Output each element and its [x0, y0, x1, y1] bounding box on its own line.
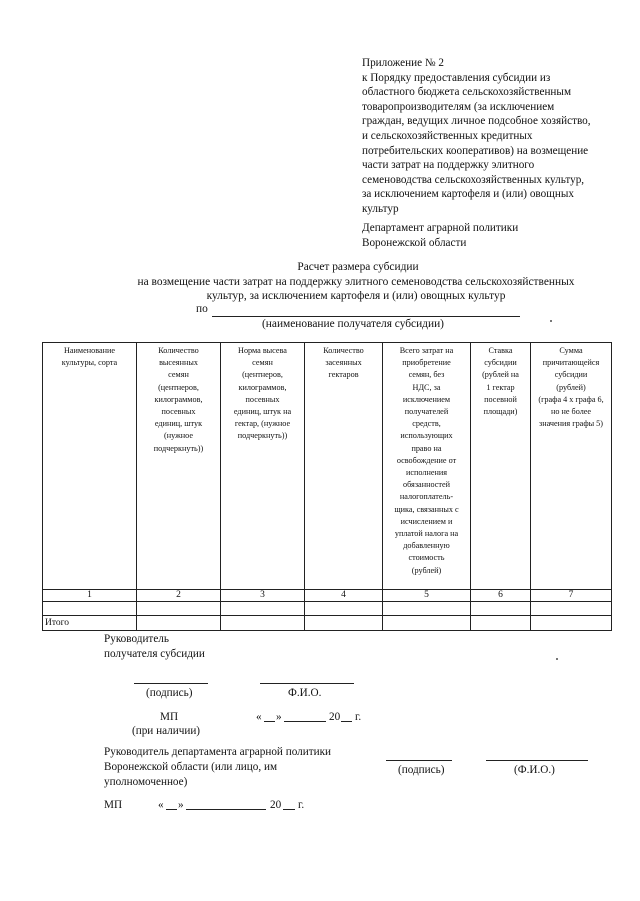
table-cell[interactable]	[137, 616, 221, 631]
date-year-suffix: г.	[355, 711, 362, 723]
document-title-line-3: культур, за исключением картофеля и (или) овощных культур	[206, 290, 506, 302]
table-cell[interactable]	[531, 602, 612, 616]
date-close-quote: »	[276, 711, 282, 723]
po-label: по	[196, 303, 208, 315]
appendix-line: Приложение № 2	[362, 57, 444, 69]
appendix-line: культур	[362, 202, 399, 215]
dept-date-day-line[interactable]	[166, 809, 177, 810]
date-month-line[interactable]	[284, 721, 326, 722]
appendix-line: за исключением картофеля и (или) овощных	[362, 188, 574, 201]
table-cell[interactable]	[383, 602, 471, 616]
header-cell-3: Норма высева семян (центнеров, килограммов, посевных единиц, штук на гектар, (нужное подчеркнуть))	[221, 343, 305, 590]
scan-speck	[556, 658, 558, 660]
table-row	[43, 602, 612, 616]
table-cell[interactable]	[471, 616, 531, 631]
column-number: 4	[305, 590, 383, 602]
table-cell[interactable]	[383, 616, 471, 631]
stamp-note: (при наличии)	[132, 725, 201, 737]
table-cell[interactable]	[305, 602, 383, 616]
dept-fio-caption: (Ф.И.О.)	[514, 764, 555, 776]
table-header-row	[43, 343, 612, 590]
date-day-line[interactable]	[264, 721, 275, 722]
signature-line[interactable]	[134, 683, 208, 684]
stamp-label: МП	[160, 711, 179, 723]
fio-line[interactable]	[260, 683, 354, 684]
document-title: Расчет размера субсидии	[297, 261, 419, 273]
header-cell-6: Ставка субсидии (рублей на 1 гектар посевной площади)	[471, 343, 531, 590]
appendix-line: областного бюджета сельскохозяйственным	[362, 86, 572, 99]
header-cell-2: Количество высеянных семян (центнеров, килограммов, посевных единиц, штук (нужное подчеркнуть))	[137, 343, 221, 590]
dept-fio-line[interactable]	[486, 760, 588, 761]
dept-head-label-3: уполномоченное)	[104, 776, 188, 788]
dept-date-open-quote: «	[158, 799, 164, 811]
appendix-line: товаропроизводителям (за исключением	[362, 100, 555, 113]
department-line: Департамент аграрной политики	[362, 222, 519, 234]
header-cell-7: Сумма причитающейся субсидии (рублей) (графа 4 х графа 6, но не более значения графы 5)	[531, 343, 612, 590]
total-row	[43, 616, 612, 631]
total-label: Итого	[43, 616, 137, 631]
dept-head-label-2: Воронежской области (или лицо, им	[104, 761, 278, 773]
recipient-head-label-2: получателя субсидии	[104, 648, 205, 660]
document-title-line-2: на возмещение части затрат на поддержку элитного семеноводства сельскохозяйственных	[137, 276, 575, 288]
column-number: 7	[531, 590, 612, 602]
dept-head-label: Руководитель департамента аграрной политики	[104, 746, 332, 758]
dept-date-year-suffix: г.	[298, 799, 305, 811]
department-block	[362, 221, 518, 250]
header-cell-5: Всего затрат на приобретение семян, без НДС, за исключением получателей средств, использующих право на освобождение от исполнения обязанностей налогоплатель- щика, связанных с исчислением и уплатой налога на добавленную стоимость (рублей)	[383, 343, 471, 590]
table-cell[interactable]	[305, 616, 383, 631]
subsidy-calculation-table	[42, 342, 612, 631]
dept-stamp-label: МП	[104, 799, 123, 811]
recipient-caption: (наименование получателя субсидии)	[262, 318, 444, 330]
appendix-line: граждан, ведущих личное подсобное хозяйство,	[362, 115, 591, 128]
date-year-prefix: 20	[329, 711, 341, 723]
table-cell[interactable]	[221, 616, 305, 631]
department-line: Воронежской области	[362, 236, 467, 249]
dept-signature-line[interactable]	[386, 760, 452, 761]
header-cell-4: Количество засеянных гектаров	[305, 343, 383, 590]
table-cell[interactable]	[137, 602, 221, 616]
appendix-line: к Порядку предоставления субсидии из	[362, 71, 551, 84]
appendix-line: и сельскохозяйственных кредитных	[362, 129, 533, 142]
column-number: 6	[471, 590, 531, 602]
dept-signature-caption: (подпись)	[398, 764, 445, 776]
appendix-line: семеноводства сельскохозяйственных культур,	[362, 173, 585, 186]
appendix-line: потребительских кооперативов) на возмещение	[362, 144, 589, 157]
dept-date-year-line[interactable]	[283, 809, 295, 810]
appendix-line: части затрат на поддержку элитного	[362, 159, 535, 172]
dept-date-year-prefix: 20	[270, 799, 282, 811]
table-cell[interactable]	[471, 602, 531, 616]
appendix-block	[362, 56, 627, 217]
table-cell[interactable]	[43, 602, 137, 616]
recipient-head-label: Руководитель	[104, 633, 169, 645]
date-open-quote: «	[256, 711, 262, 723]
column-number: 5	[383, 590, 471, 602]
column-number-row	[43, 590, 612, 602]
scan-speck	[550, 320, 552, 322]
signature-caption: (подпись)	[146, 687, 193, 699]
column-number: 3	[221, 590, 305, 602]
recipient-name-line[interactable]	[212, 304, 520, 317]
date-year-line[interactable]	[341, 721, 352, 722]
table-cell[interactable]	[531, 616, 612, 631]
table-cell[interactable]	[221, 602, 305, 616]
fio-caption: Ф.И.О.	[288, 687, 322, 699]
column-number: 2	[137, 590, 221, 602]
dept-date-month-line[interactable]	[186, 809, 266, 810]
dept-date-close-quote: »	[178, 799, 184, 811]
header-cell-1: Наименование культуры, сорта	[43, 343, 137, 590]
column-number: 1	[43, 590, 137, 602]
